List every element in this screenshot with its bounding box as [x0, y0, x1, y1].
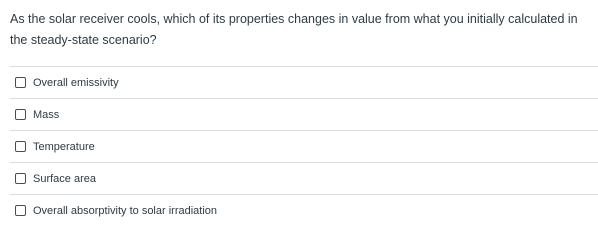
- answer-choice-mass[interactable]: [10, 98, 598, 130]
- answer-choice-overall-absorptivity[interactable]: [10, 194, 598, 226]
- checkbox[interactable]: [15, 205, 26, 216]
- checkbox[interactable]: [15, 77, 26, 88]
- answer-choice-temperature[interactable]: [10, 130, 598, 162]
- question-prompt: As the solar receiver cools, which of its properties changes in value from what you initially calculated in the steady-state scenario?: [10, 12, 578, 47]
- answer-choices-list: [10, 66, 598, 226]
- checkbox[interactable]: [15, 173, 26, 184]
- answer-choice-overall-emissivity[interactable]: [10, 66, 598, 98]
- answer-choice-label: Overall emissivity: [33, 76, 119, 89]
- checkbox[interactable]: [15, 141, 26, 152]
- answer-choice-label: Overall absorptivity to solar irradiation: [33, 204, 218, 217]
- answer-choice-label: Mass: [33, 108, 60, 121]
- answer-choice-surface-area[interactable]: [10, 162, 598, 194]
- answer-choice-label: Temperature: [33, 140, 95, 153]
- answer-choice-label: Surface area: [33, 172, 96, 185]
- checkbox[interactable]: [15, 109, 26, 120]
